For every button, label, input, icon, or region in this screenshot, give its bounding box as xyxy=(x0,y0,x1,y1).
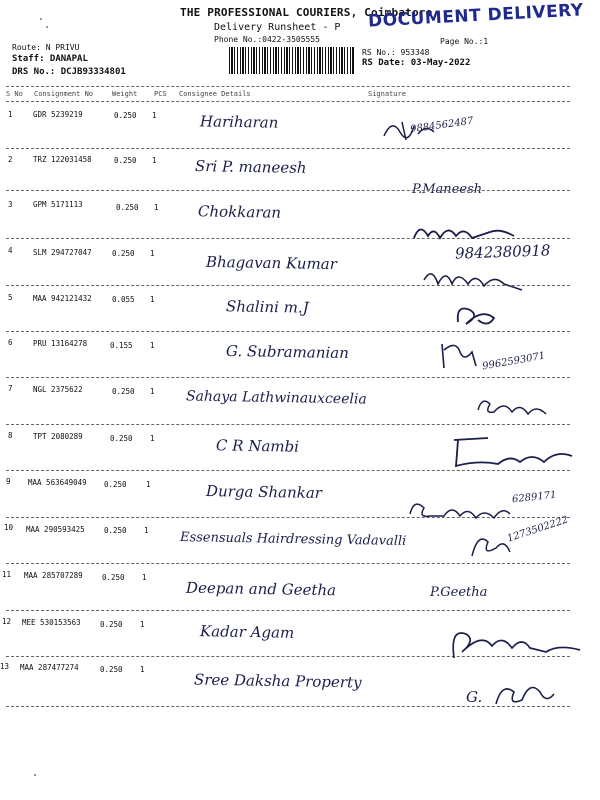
row-signature: 9962593071 xyxy=(481,350,547,373)
row-divider xyxy=(6,190,570,191)
row-weight: 0.250 xyxy=(114,156,137,165)
signature-scribble-12 xyxy=(446,618,586,664)
row-divider xyxy=(6,424,570,425)
scan-speck xyxy=(40,18,42,20)
row-consignment: TRZ 122031458 xyxy=(33,155,92,164)
row-signature: 6289171 xyxy=(511,489,557,506)
row-sno: 12 xyxy=(2,617,12,626)
route: Route: N PRIVU xyxy=(12,43,80,52)
row-consignee: Durga Shankar xyxy=(205,481,323,503)
row-signature: G. xyxy=(466,688,483,706)
row-consignee: G. Subramanian xyxy=(225,341,350,363)
row-consignee: C R Nambi xyxy=(215,436,300,456)
row-weight: 0.250 xyxy=(102,573,125,582)
row-consignment: NGL 2375622 xyxy=(33,385,83,394)
signature-scribble-8 xyxy=(448,430,578,472)
row-sno: 9 xyxy=(6,477,11,486)
barcode xyxy=(229,47,354,74)
row-weight: 0.250 xyxy=(100,665,123,674)
col-consignment: Consignment No xyxy=(34,90,94,98)
row-weight: 0.155 xyxy=(110,341,133,350)
row-divider xyxy=(6,610,570,611)
row-weight: 0.250 xyxy=(112,387,135,396)
col-pcs: PCS xyxy=(154,90,167,98)
col-signature: Signature xyxy=(368,90,406,98)
row-sno: 13 xyxy=(0,662,10,671)
row-consignment: MAA 563649049 xyxy=(28,478,87,487)
signature-scribble-13 xyxy=(490,674,560,714)
row-consignee: Bhagavan Kumar xyxy=(205,252,338,274)
row-weight: 0.250 xyxy=(116,203,139,212)
row-divider xyxy=(6,377,570,378)
row-consignee: Deepan and Geetha xyxy=(185,578,337,600)
row-consignee: Hariharan xyxy=(199,112,279,132)
row-consignee: Shalini m.J xyxy=(225,297,309,317)
row-consignment: PRU 13164278 xyxy=(33,339,88,348)
col-consignee: Consignee Details xyxy=(179,90,251,98)
row-sno: 10 xyxy=(4,523,14,532)
row-signature: 1273502222 xyxy=(505,514,570,545)
signature-scribble-4 xyxy=(418,262,538,296)
signature-scribble-3 xyxy=(410,218,520,248)
row-pcs: 1 xyxy=(144,526,149,535)
row-sno: 7 xyxy=(8,384,13,393)
row-consignee: Essensuals Hairdressing Vadavalli xyxy=(179,530,407,549)
signature-scribble-7 xyxy=(474,392,554,422)
row-consignment: GPM 5171113 xyxy=(33,200,83,209)
row-consignee: Chokkaran xyxy=(197,202,282,222)
row-consignment: MAA 285707289 xyxy=(24,571,83,580)
row-weight: 0.250 xyxy=(100,620,123,629)
row-pcs: 1 xyxy=(150,434,155,443)
signature-scribble-5 xyxy=(452,298,502,332)
row-weight: 0.250 xyxy=(104,526,127,535)
row-weight: 0.250 xyxy=(104,480,127,489)
row-pcs: 1 xyxy=(140,620,145,629)
phone-number: Phone No.:0422-3505555 xyxy=(214,35,320,44)
header-divider-top xyxy=(6,86,570,87)
row-consignee: Sri P. maneesh xyxy=(194,157,307,177)
runsheet-title: Delivery Runsheet - P xyxy=(214,22,341,33)
signature-scribble-10 xyxy=(466,526,516,566)
row-divider xyxy=(6,706,570,707)
page-number: Page No.:1 xyxy=(440,37,489,46)
row-sno: 5 xyxy=(8,293,13,302)
row-divider xyxy=(6,148,570,149)
row-pcs: 1 xyxy=(150,249,155,258)
row-sno: 2 xyxy=(8,155,13,164)
company-title: THE PROFESSIONAL COURIERS, Coimbatore xyxy=(180,6,433,19)
row-weight: 0.250 xyxy=(110,434,133,443)
row-pcs: 1 xyxy=(152,156,157,165)
row-pcs: 1 xyxy=(150,341,155,350)
row-consignment: MAA 942121432 xyxy=(33,294,92,303)
row-pcs: 1 xyxy=(140,665,145,674)
row-sno: 4 xyxy=(8,246,13,255)
row-weight: 0.055 xyxy=(112,295,135,304)
row-signature: 9884562487 xyxy=(409,115,475,136)
row-consignee: Kadar Agam xyxy=(199,622,295,642)
drs-number: DRS No.: DCJB93334801 xyxy=(12,67,126,77)
header-divider-bottom xyxy=(6,101,570,102)
row-weight: 0.250 xyxy=(114,111,137,120)
row-consignment: MAA 290593425 xyxy=(26,525,85,534)
row-pcs: 1 xyxy=(150,295,155,304)
row-consignment: GDR 5239219 xyxy=(33,110,83,119)
col-weight: Weight xyxy=(112,90,138,98)
rs-date: RS Date: 03-May-2022 xyxy=(362,58,471,68)
row-sno: 11 xyxy=(2,570,12,579)
row-weight: 0.250 xyxy=(112,249,135,258)
row-sno: 6 xyxy=(8,338,13,347)
row-consignment: SLM 294727047 xyxy=(33,248,92,257)
signature-scribble-9 xyxy=(404,494,514,524)
row-pcs: 1 xyxy=(150,387,155,396)
row-consignment: TPT 2080289 xyxy=(33,432,83,441)
row-sno: 3 xyxy=(8,200,13,209)
row-signature: 9842380918 xyxy=(454,241,551,263)
document-delivery-stamp: DOCUMENT DELIVERY xyxy=(367,0,585,32)
row-pcs: 1 xyxy=(146,480,151,489)
row-signature: P.Maneesh xyxy=(412,182,483,197)
row-pcs: 1 xyxy=(154,203,159,212)
row-consignment: MEE 530153563 xyxy=(22,618,81,627)
row-sno: 8 xyxy=(8,431,13,440)
signature-scribble-6 xyxy=(436,338,486,372)
scan-speck xyxy=(46,26,48,28)
row-consignment: MAA 287477274 xyxy=(20,663,79,672)
row-consignee: Sree Daksha Property xyxy=(193,670,362,692)
rs-number: RS No.: 953348 xyxy=(362,48,430,57)
row-sno: 1 xyxy=(8,110,13,119)
col-sno: S No xyxy=(6,90,23,98)
signature-scribble-1 xyxy=(380,114,440,144)
row-consignee: Sahaya Lathwinauxceelia xyxy=(185,388,367,408)
row-pcs: 1 xyxy=(142,573,147,582)
row-signature: P.Geetha xyxy=(430,585,488,600)
scan-speck xyxy=(34,774,36,776)
staff: Staff: DANAPAL xyxy=(12,54,88,64)
row-pcs: 1 xyxy=(152,111,157,120)
